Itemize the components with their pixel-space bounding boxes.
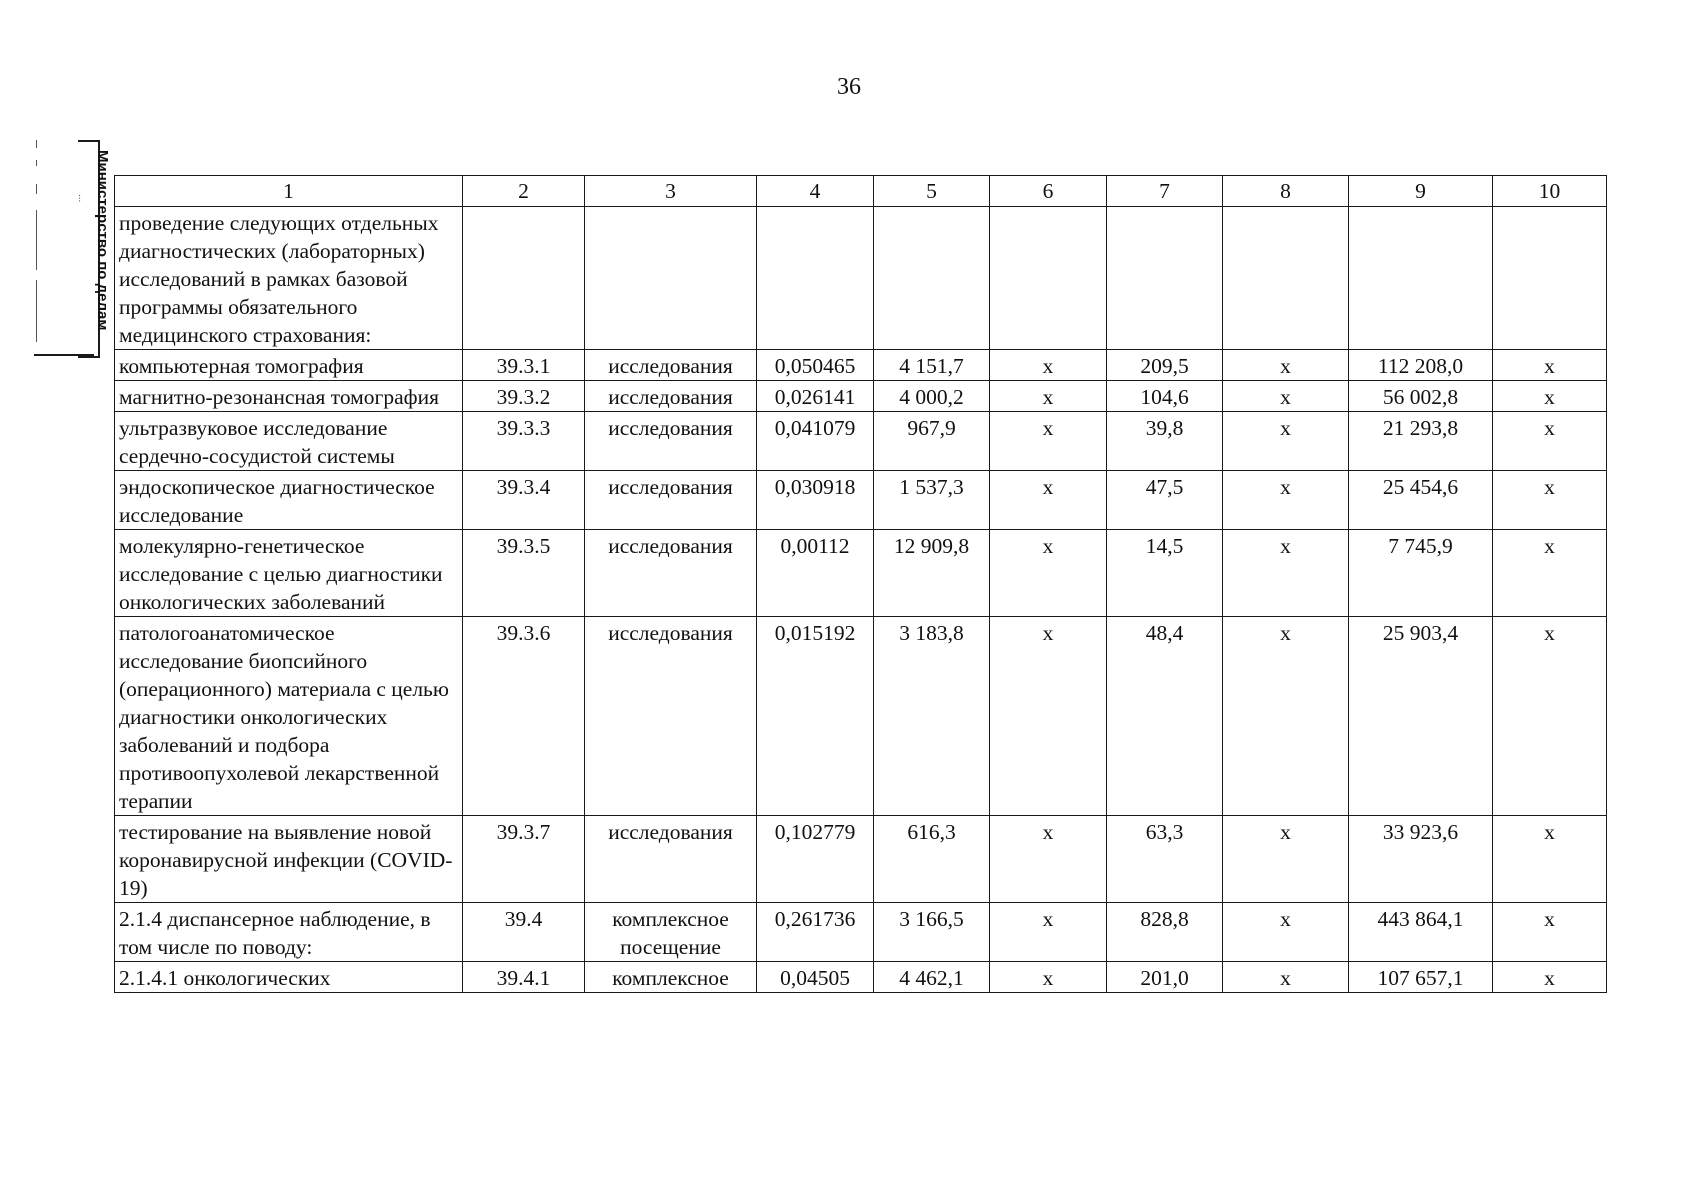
table-cell: х bbox=[1223, 903, 1349, 962]
table-cell: 443 864,1 bbox=[1349, 903, 1493, 962]
table-cell: 0,04505 bbox=[757, 962, 874, 993]
table-cell: 967,9 bbox=[874, 412, 990, 471]
table-cell: х bbox=[1493, 530, 1607, 617]
table-row bbox=[115, 350, 1607, 381]
table-cell: исследования bbox=[585, 816, 757, 903]
table-cell: х bbox=[990, 962, 1107, 993]
table-cell: 0,041079 bbox=[757, 412, 874, 471]
table-cell: х bbox=[990, 530, 1107, 617]
column-header: 1 bbox=[115, 176, 463, 207]
table-cell bbox=[757, 207, 874, 350]
table-cell: исследования bbox=[585, 412, 757, 471]
data-table bbox=[114, 175, 1607, 993]
table-cell: 39.3.3 bbox=[463, 412, 585, 471]
table-cell: исследования bbox=[585, 617, 757, 816]
table-cell: 1 537,3 bbox=[874, 471, 990, 530]
table-cell: 112 208,0 bbox=[1349, 350, 1493, 381]
stamp-dash bbox=[36, 140, 37, 148]
table-cell: 0,102779 bbox=[757, 816, 874, 903]
table-row bbox=[115, 530, 1607, 617]
table-cell bbox=[990, 207, 1107, 350]
table-cell: 4 462,1 bbox=[874, 962, 990, 993]
table-row bbox=[115, 903, 1607, 962]
table-cell: 39.3.4 bbox=[463, 471, 585, 530]
table-cell: 0,00112 bbox=[757, 530, 874, 617]
column-header: 6 bbox=[990, 176, 1107, 207]
table-cell: 3 166,5 bbox=[874, 903, 990, 962]
table-cell: х bbox=[1493, 617, 1607, 816]
table-row bbox=[115, 381, 1607, 412]
table-cell: 4 000,2 bbox=[874, 381, 990, 412]
column-header: 3 bbox=[585, 176, 757, 207]
table-cell-name: 2.1.4.1 онкологических bbox=[115, 962, 463, 993]
table-cell: 56 002,8 bbox=[1349, 381, 1493, 412]
table-cell: 39.4 bbox=[463, 903, 585, 962]
table-cell bbox=[1107, 207, 1223, 350]
column-header: 5 bbox=[874, 176, 990, 207]
table-cell: 104,6 bbox=[1107, 381, 1223, 412]
stamp-dash bbox=[36, 184, 37, 194]
table-cell: х bbox=[1223, 412, 1349, 471]
table-cell: 107 657,1 bbox=[1349, 962, 1493, 993]
stamp-dash bbox=[36, 210, 37, 270]
table-cell: 39.3.6 bbox=[463, 617, 585, 816]
column-header: 8 bbox=[1223, 176, 1349, 207]
table-cell: 63,3 bbox=[1107, 816, 1223, 903]
table-cell: х bbox=[1223, 816, 1349, 903]
table-cell: 828,8 bbox=[1107, 903, 1223, 962]
table-cell-name: магнитно-резонансная томография bbox=[115, 381, 463, 412]
column-header: 4 bbox=[757, 176, 874, 207]
table-cell: х bbox=[1223, 617, 1349, 816]
table-cell: 616,3 bbox=[874, 816, 990, 903]
table-header-row bbox=[115, 176, 1607, 207]
table-cell-name: ультразвуковое исследование сердечно-сосудистой системы bbox=[115, 412, 463, 471]
stamp-text-secondary: ... bbox=[76, 194, 87, 203]
table-cell: комплексное bbox=[585, 962, 757, 993]
table-cell: х bbox=[990, 471, 1107, 530]
table-cell-name: 2.1.4 диспансерное наблюдение, в том числе по поводу: bbox=[115, 903, 463, 962]
table-cell bbox=[1349, 207, 1493, 350]
table-row bbox=[115, 816, 1607, 903]
table-cell: 39.3.5 bbox=[463, 530, 585, 617]
table-cell bbox=[1493, 207, 1607, 350]
table-cell: 39,8 bbox=[1107, 412, 1223, 471]
table-cell: х bbox=[1493, 903, 1607, 962]
table-cell: х bbox=[1223, 530, 1349, 617]
table-cell: 3 183,8 bbox=[874, 617, 990, 816]
table-cell: исследования bbox=[585, 530, 757, 617]
table-cell bbox=[585, 207, 757, 350]
table-cell: 0,261736 bbox=[757, 903, 874, 962]
table-cell: 14,5 bbox=[1107, 530, 1223, 617]
table-cell: х bbox=[1493, 471, 1607, 530]
table-cell: 47,5 bbox=[1107, 471, 1223, 530]
table-cell: 39.3.2 bbox=[463, 381, 585, 412]
table-cell: 39.3.1 bbox=[463, 350, 585, 381]
table-row bbox=[115, 962, 1607, 993]
table-row bbox=[115, 617, 1607, 816]
table-cell: 39.3.7 bbox=[463, 816, 585, 903]
table-cell: х bbox=[1493, 350, 1607, 381]
column-header: 2 bbox=[463, 176, 585, 207]
table-cell bbox=[1223, 207, 1349, 350]
table-cell-name: тестирование на выявление новой коронавирусной инфекции (COVID-19) bbox=[115, 816, 463, 903]
table-cell: 33 923,6 bbox=[1349, 816, 1493, 903]
column-header: 10 bbox=[1493, 176, 1607, 207]
table-row bbox=[115, 412, 1607, 471]
table-cell: 21 293,8 bbox=[1349, 412, 1493, 471]
column-header: 7 bbox=[1107, 176, 1223, 207]
table-cell: х bbox=[1223, 350, 1349, 381]
stamp-dash bbox=[36, 280, 37, 342]
table-cell: 0,030918 bbox=[757, 471, 874, 530]
table-cell: исследования bbox=[585, 471, 757, 530]
registration-stamp bbox=[34, 140, 111, 356]
table-cell: х bbox=[1493, 816, 1607, 903]
table-cell: исследования bbox=[585, 381, 757, 412]
table-cell: 4 151,7 bbox=[874, 350, 990, 381]
table-cell-name: молекулярно-генетическое исследование с целью диагностики онкологических заболеваний bbox=[115, 530, 463, 617]
table-cell: х bbox=[1493, 381, 1607, 412]
stamp-text: Министерство по делам bbox=[94, 150, 111, 331]
table-cell bbox=[463, 207, 585, 350]
table-cell: 25 903,4 bbox=[1349, 617, 1493, 816]
table-cell: 201,0 bbox=[1107, 962, 1223, 993]
table-cell: 7 745,9 bbox=[1349, 530, 1493, 617]
table-cell: комплексное посещение bbox=[585, 903, 757, 962]
table-row bbox=[115, 207, 1607, 350]
table-cell: 12 909,8 bbox=[874, 530, 990, 617]
table-cell: 48,4 bbox=[1107, 617, 1223, 816]
table-cell: х bbox=[990, 816, 1107, 903]
stamp-bar bbox=[34, 354, 94, 356]
table-cell-name: проведение следующих отдельных диагностических (лабораторных) исследований в рамках базовой программы обязательного медицинского страхования: bbox=[115, 207, 463, 350]
table-cell: исследования bbox=[585, 350, 757, 381]
table-cell: 0,015192 bbox=[757, 617, 874, 816]
table-cell-name: компьютерная томография bbox=[115, 350, 463, 381]
table-cell: х bbox=[1223, 471, 1349, 530]
table-cell-name: патологоанатомическое исследование биопсийного (операционного) материала с целью диагностики онкологических заболеваний и подбора противоопухолевой лекарственной терапии bbox=[115, 617, 463, 816]
table-cell: х bbox=[1223, 381, 1349, 412]
table-cell: х bbox=[1223, 962, 1349, 993]
table-cell: 39.4.1 bbox=[463, 962, 585, 993]
table-row bbox=[115, 471, 1607, 530]
table-cell: 0,050465 bbox=[757, 350, 874, 381]
table-cell: 0,026141 bbox=[757, 381, 874, 412]
table-cell: 25 454,6 bbox=[1349, 471, 1493, 530]
table-cell: х bbox=[1493, 962, 1607, 993]
table-cell: х bbox=[990, 903, 1107, 962]
table-cell bbox=[874, 207, 990, 350]
table-cell: х bbox=[990, 617, 1107, 816]
page-number: 36 bbox=[837, 74, 861, 100]
table-cell-name: эндоскопическое диагностическое исследование bbox=[115, 471, 463, 530]
table-cell: х bbox=[990, 412, 1107, 471]
stamp-dash bbox=[36, 160, 37, 166]
table-cell: х bbox=[1493, 412, 1607, 471]
table-cell: 209,5 bbox=[1107, 350, 1223, 381]
column-header: 9 bbox=[1349, 176, 1493, 207]
table-cell: х bbox=[990, 381, 1107, 412]
table-cell: х bbox=[990, 350, 1107, 381]
